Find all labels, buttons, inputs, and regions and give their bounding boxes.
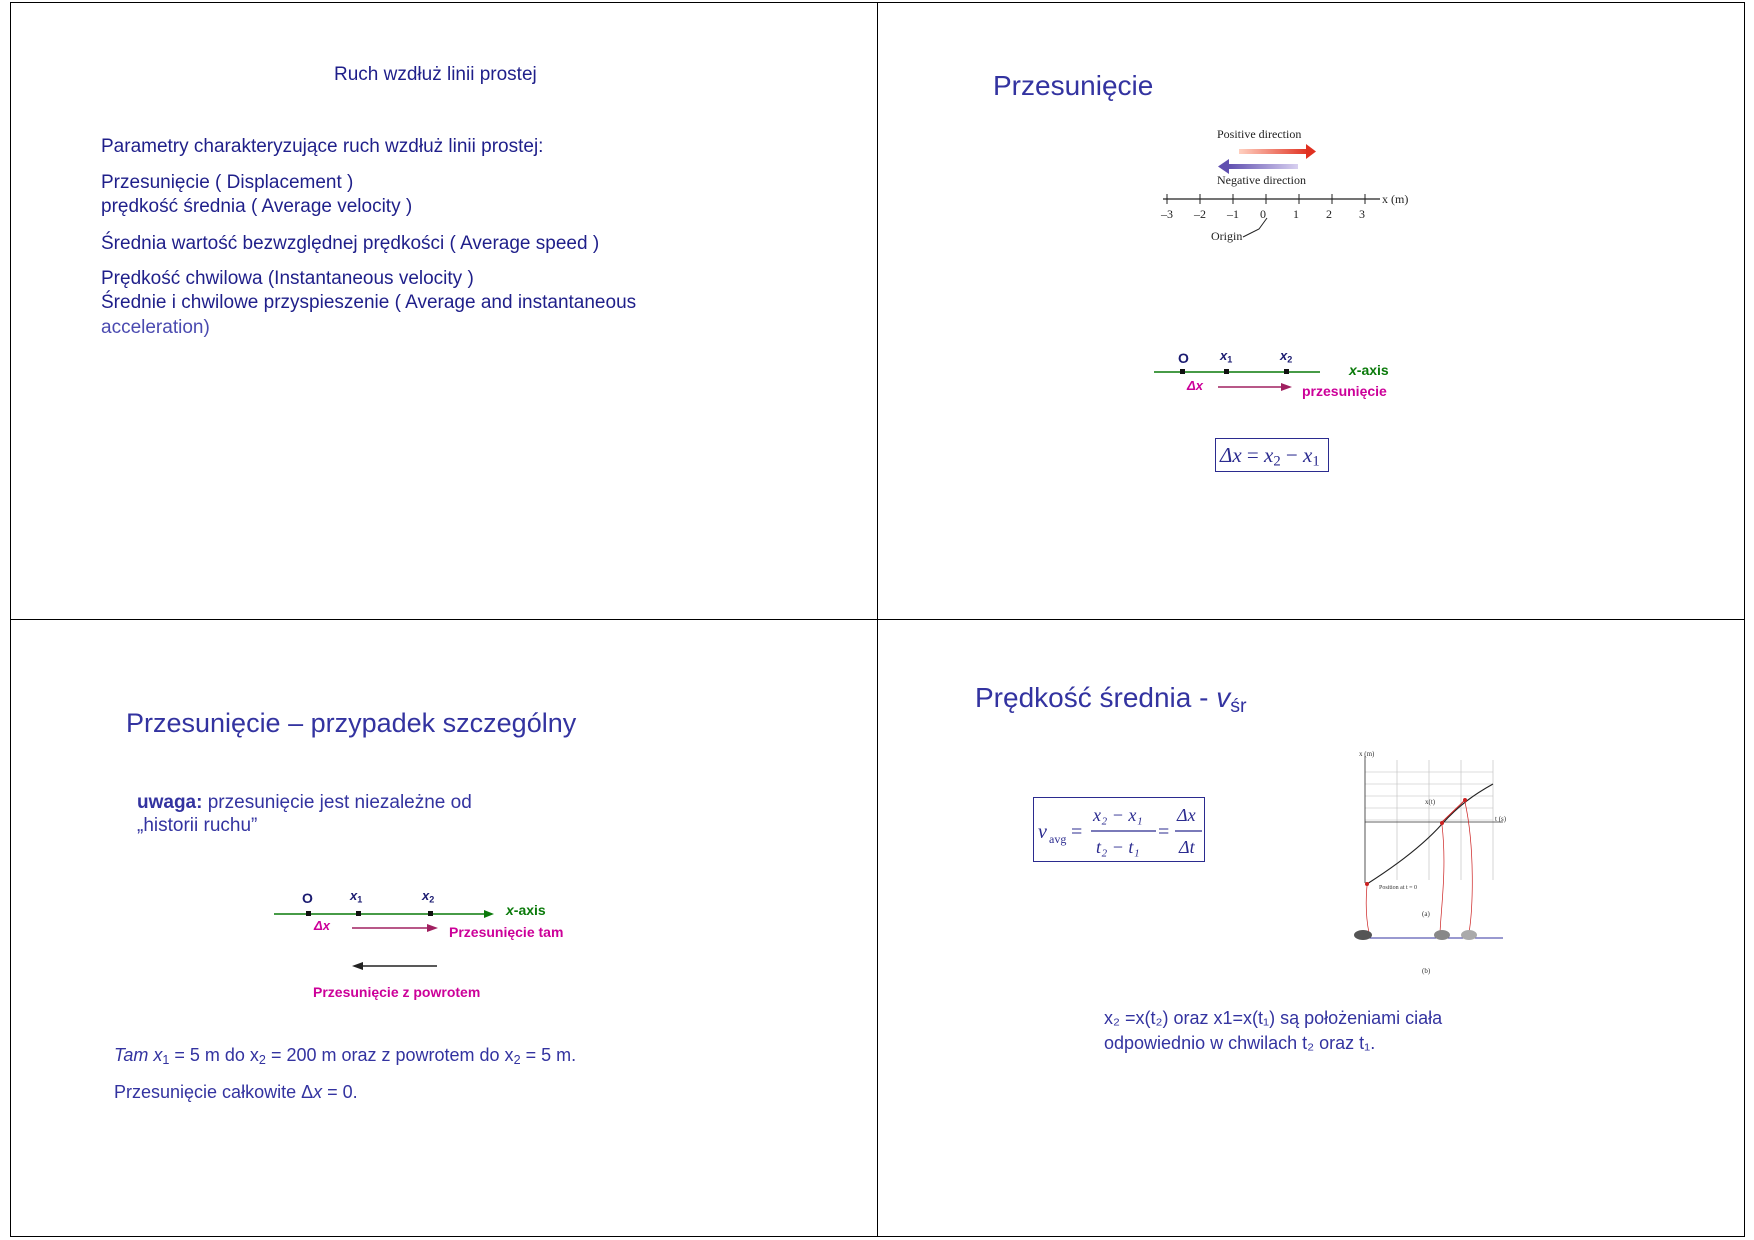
graph-grid xyxy=(1365,760,1493,880)
slide-1-line-6: acceleration) xyxy=(101,317,210,338)
displacement-formula-box xyxy=(1215,438,1329,472)
graph-a-label: (a) xyxy=(1422,910,1430,918)
label-x1 xyxy=(1220,348,1232,364)
x2-marker xyxy=(1284,369,1289,374)
displacement-arrow-head xyxy=(1281,383,1292,391)
label-x2-var: x xyxy=(1280,348,1288,363)
label-x2-sub: 2 xyxy=(1287,354,1293,365)
axis-tick-label: –3 xyxy=(1161,207,1173,221)
label-delta-x-text: Δx xyxy=(1187,378,1203,393)
axis-tick-label: –1 xyxy=(1227,207,1239,221)
label-przesuniecie-z-powrotem: Przesunięcie z powrotem xyxy=(313,984,481,1000)
axis-unit-label: x (m) xyxy=(1382,192,1409,206)
tam-part-4: = 5 m. xyxy=(520,1045,577,1065)
axis-tick-label: 0 xyxy=(1260,207,1266,221)
back-arrow-head xyxy=(352,962,363,970)
label-x1-sub: 1 xyxy=(1227,354,1233,365)
number-line-figure xyxy=(1155,125,1415,250)
average-velocity-formula xyxy=(1034,798,1204,861)
formula-eq: = xyxy=(1246,443,1259,467)
slide-1-line-1: Przesunięcie ( Displacement ) xyxy=(101,172,354,193)
formula-eq-1: = xyxy=(1071,821,1083,843)
car-start-icon xyxy=(1354,930,1372,940)
car-middle-icon xyxy=(1434,930,1450,940)
graph-secant-line xyxy=(1442,800,1465,822)
tam-part-2: = 5 m do x xyxy=(169,1045,259,1065)
label-x2 xyxy=(1280,348,1292,364)
axis-tick-label: 2 xyxy=(1326,207,1332,221)
axis-tick-label: –2 xyxy=(1194,207,1206,221)
label-x-axis-rest: -axis xyxy=(513,902,546,918)
label-x-axis xyxy=(1349,362,1389,378)
label-x-axis-var: x xyxy=(1349,362,1357,378)
position-time-graph xyxy=(1345,748,1515,978)
slide-3-total-line xyxy=(114,1082,358,1103)
tam-part-3: = 200 m oraz z powrotem do x xyxy=(265,1045,514,1065)
origin-marker xyxy=(306,911,311,916)
formula-numerator-2: Δx xyxy=(1177,805,1196,825)
x-axis-arrow-head xyxy=(484,910,494,918)
positive-direction-label: Positive direction xyxy=(1217,127,1302,141)
negative-arrow-shaft xyxy=(1228,164,1298,169)
total-part-2: = 0. xyxy=(322,1082,358,1102)
horizontal-divider xyxy=(10,619,1745,620)
x2-marker xyxy=(428,911,433,916)
label-x1-var: x xyxy=(350,888,358,903)
note-rest: przesunięcie jest niezależne od xyxy=(202,792,472,813)
formula-denominator-2: Δt xyxy=(1179,837,1195,857)
negative-direction-label: Negative direction xyxy=(1217,173,1306,187)
slide-1-line-5: Średnie i chwilowe przyspieszenie ( Average and instantaneous xyxy=(101,292,637,313)
slide-2-title: Przesunięcie xyxy=(993,70,1154,101)
formula-minus: − xyxy=(1285,443,1298,467)
title-v: v xyxy=(1216,682,1231,713)
graph-xt-label: x(t) xyxy=(1425,798,1436,806)
x1-marker xyxy=(356,911,361,916)
graph-point-2 xyxy=(1463,798,1467,802)
tam-sub-2: 2 xyxy=(258,1053,266,1068)
graph-projection-2 xyxy=(1440,825,1444,933)
slide-1-line-2: prędkość średnia ( Average velocity ) xyxy=(101,196,413,217)
slide-1-intro: Parametry charakteryzujące ruch wzdłuż linii prostej: xyxy=(101,136,544,157)
formula-numerator: x₂ − x₁ xyxy=(1093,805,1143,825)
title-main: Prędkość średnia - xyxy=(975,682,1217,713)
label-x2 xyxy=(422,888,434,904)
graph-point-start xyxy=(1365,882,1369,886)
positive-arrow-shaft xyxy=(1239,149,1309,154)
graph-t-label: t (s) xyxy=(1495,815,1507,823)
total-part-1: Przesunięcie całkowite Δ xyxy=(114,1082,314,1102)
number-axis-tick-labels xyxy=(1160,207,1365,221)
origin-label: Origin xyxy=(1211,229,1243,243)
graph-start-label: Position at t = 0 xyxy=(1379,885,1418,891)
formula-x1: x xyxy=(1303,443,1313,467)
slide-4-title xyxy=(975,682,1247,718)
formula-x2: x xyxy=(1264,443,1274,467)
graph-y-label: x (m) xyxy=(1359,750,1375,758)
tam-part-1: Tam x xyxy=(114,1045,163,1065)
title-sub: śr xyxy=(1230,694,1247,717)
slide-3-note xyxy=(137,792,472,814)
axis-tick-label: 3 xyxy=(1359,207,1365,221)
label-origin-o: O xyxy=(302,890,313,906)
there-arrow-head xyxy=(427,924,438,932)
label-x1 xyxy=(350,888,362,904)
slide-1-title: Ruch wzdłuż linii prostej xyxy=(334,64,537,85)
graph-b-label: (b) xyxy=(1422,967,1431,975)
label-origin-o: O xyxy=(1178,350,1189,366)
label-delta-x xyxy=(1187,378,1203,393)
label-x2-sub: 2 xyxy=(429,894,435,905)
label-przesuniecie-tam: Przesunięcie tam xyxy=(449,924,564,940)
slide-1-line-4: Prędkość chwilowa (Instantaneous velocity ) xyxy=(101,268,474,289)
label-x2-var: x xyxy=(422,888,430,903)
graph-point-1 xyxy=(1440,821,1444,825)
formula-v: v xyxy=(1038,821,1047,843)
slide-1-line-3: Średnia wartość bezwzględnej prędkości ( Average speed ) xyxy=(101,233,600,254)
label-delta-x xyxy=(314,918,330,933)
label-x-axis-var: x xyxy=(506,902,514,918)
displacement-diagram xyxy=(1150,345,1320,395)
slide-4-desc-line-1: x₂ =x(t₂) oraz x1=x(t₁) są położeniami ciała xyxy=(1104,1008,1443,1028)
note-bold: uwaga: xyxy=(137,792,203,813)
label-x-axis-rest: -axis xyxy=(1356,362,1389,378)
x1-marker xyxy=(1224,369,1229,374)
positive-arrow-head xyxy=(1306,144,1316,159)
slide-3-note-line-2: „historii ruchu” xyxy=(137,815,258,836)
label-delta-x-text: Δx xyxy=(314,918,330,933)
slide-4-desc-line-2: odpowiednio w chwilach t₂ oraz t₁. xyxy=(1104,1033,1376,1053)
formula-v-sub: avg xyxy=(1049,832,1067,846)
label-przesuniecie: przesunięcie xyxy=(1302,383,1387,399)
total-x: x xyxy=(313,1082,323,1102)
label-x-axis xyxy=(506,902,546,918)
tam-sub-1: 1 xyxy=(162,1053,170,1068)
average-velocity-formula-box xyxy=(1033,797,1205,862)
tam-sub-3: 2 xyxy=(513,1053,521,1068)
formula-lhs: Δx xyxy=(1220,443,1242,467)
displacement-formula xyxy=(1220,443,1320,471)
graph-projection-1 xyxy=(1366,886,1369,933)
formula-denominator: t₂ − t₁ xyxy=(1096,837,1140,857)
negative-arrow-head xyxy=(1218,159,1229,174)
origin-marker xyxy=(1180,369,1185,374)
formula-x2-sub: 2 xyxy=(1273,453,1281,470)
formula-x1-sub: 1 xyxy=(1312,453,1320,470)
label-x1-sub: 1 xyxy=(357,894,363,905)
formula-eq-2: = xyxy=(1158,821,1170,843)
car-end-icon xyxy=(1461,930,1477,940)
slide-3-title: Przesunięcie – przypadek szczególny xyxy=(126,708,577,738)
axis-tick-label: 1 xyxy=(1293,207,1299,221)
slide-3-tam-line xyxy=(114,1045,576,1067)
label-x1-var: x xyxy=(1220,348,1228,363)
